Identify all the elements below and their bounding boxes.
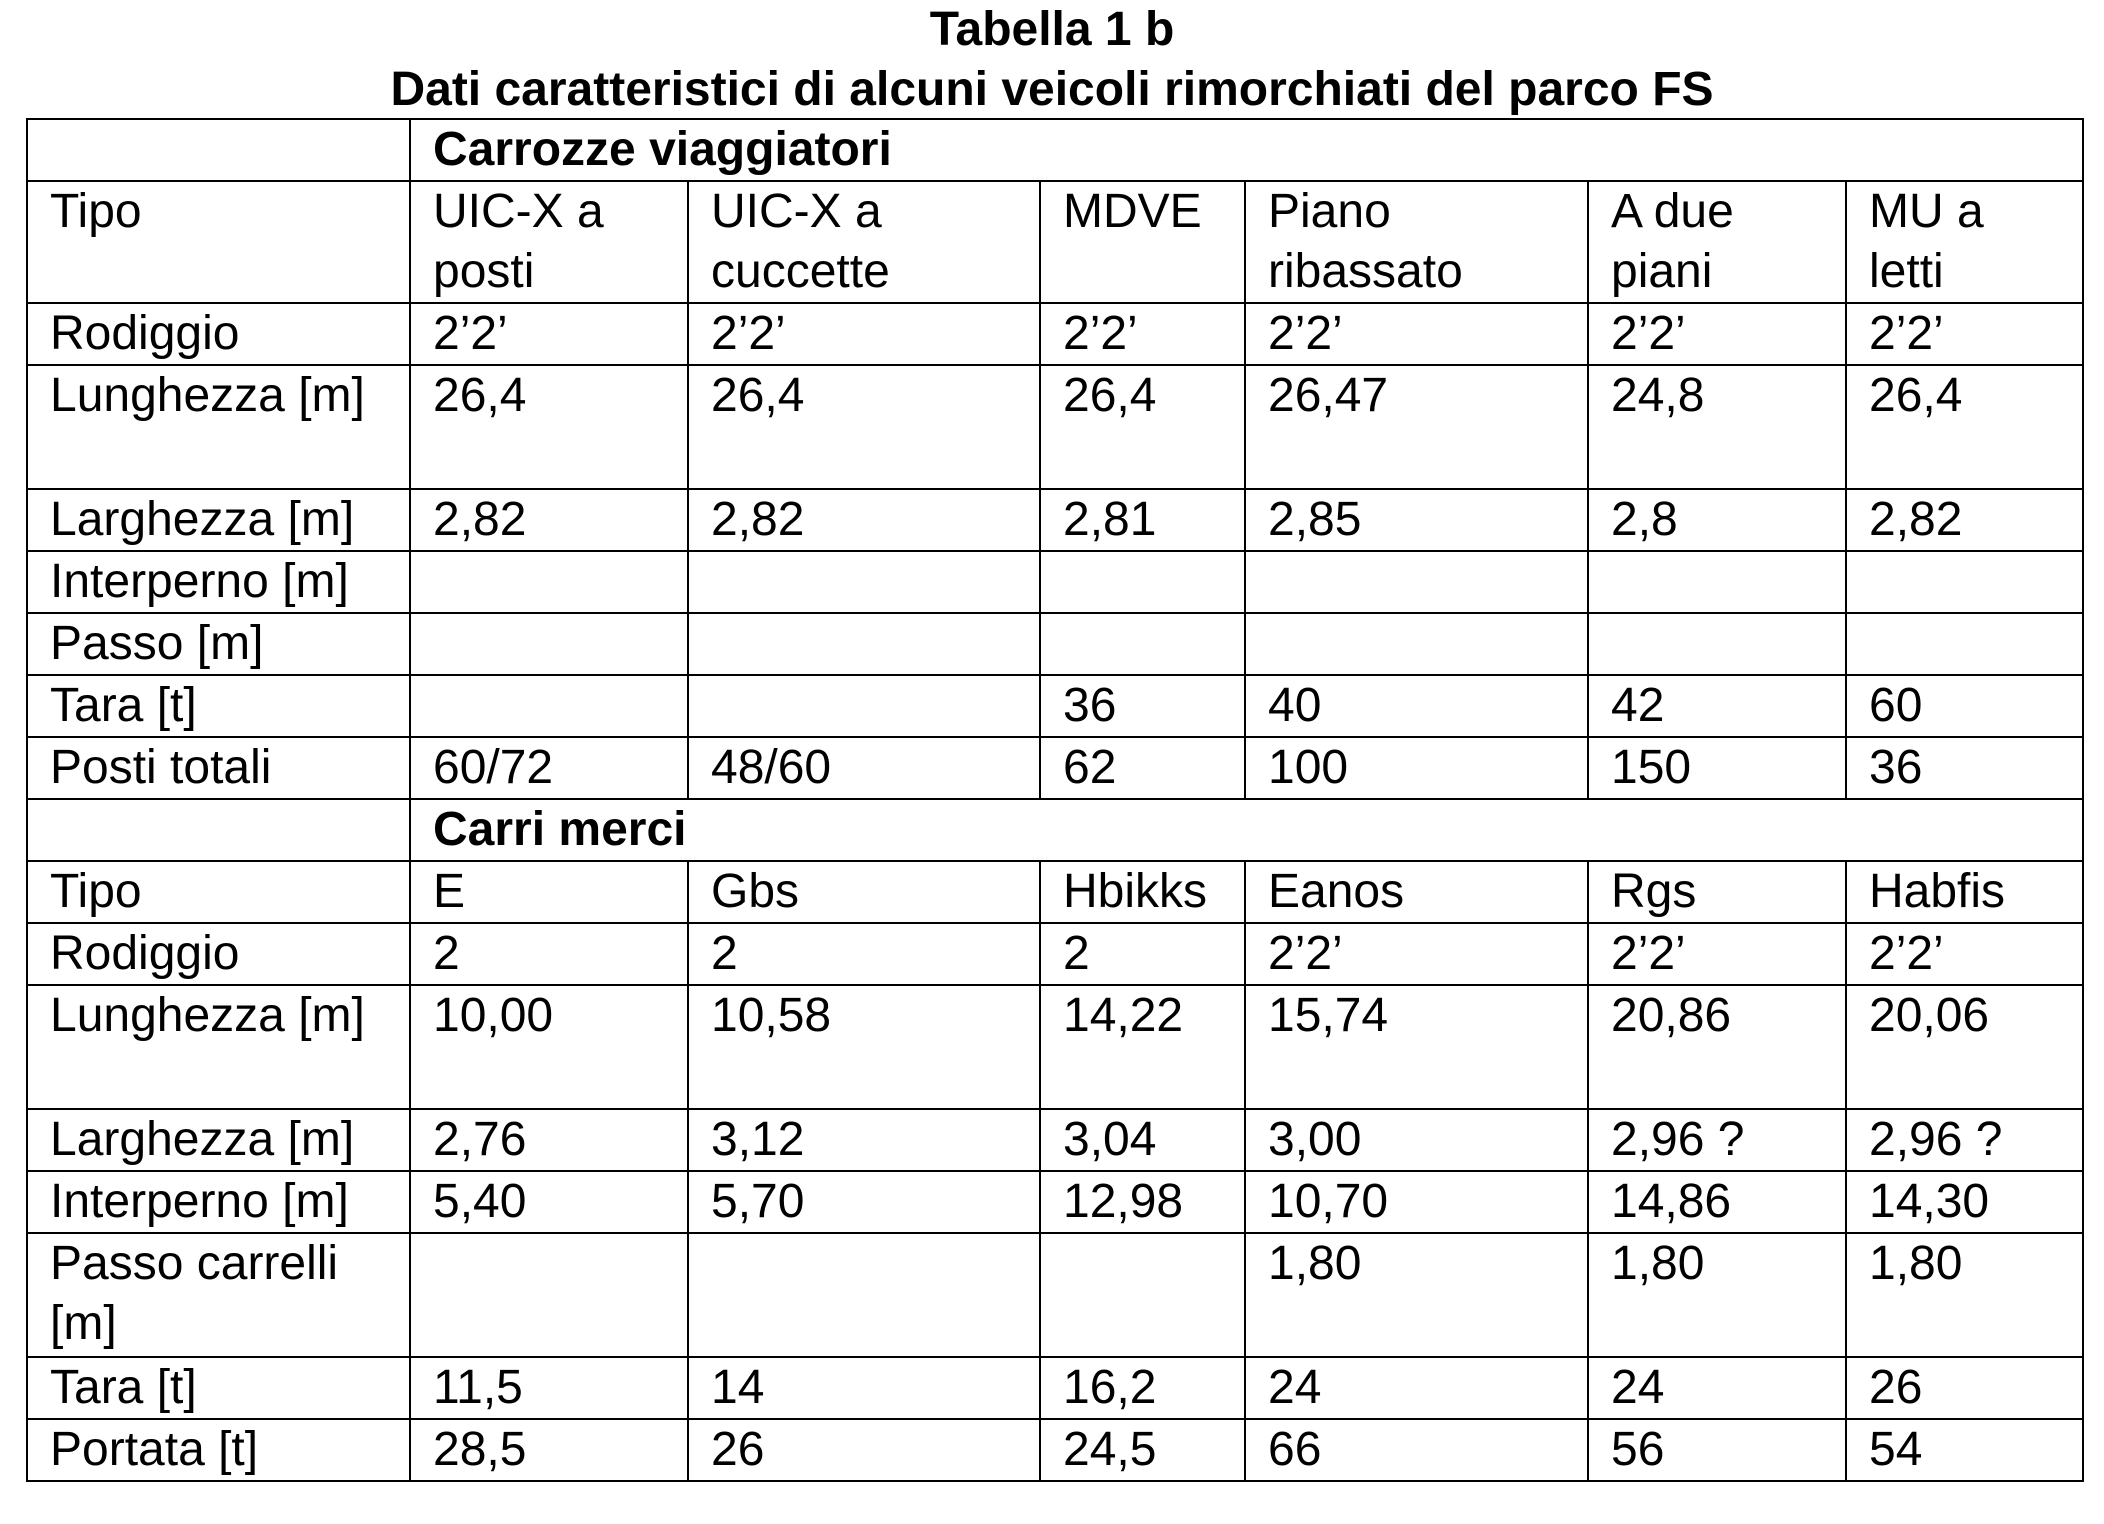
table-cell: 26,4: [688, 365, 1040, 489]
table-cell: E: [410, 861, 688, 923]
table-cell: 5,40: [410, 1171, 688, 1233]
section-header-row: [27, 119, 2083, 181]
table-cell: 3,12: [688, 1109, 1040, 1171]
table-cell: [688, 675, 1040, 737]
table-cell: UIC-X a posti: [410, 181, 688, 303]
table-cell: 14,86: [1588, 1171, 1846, 1233]
table-cell: [688, 613, 1040, 675]
table-cell: 2’2’: [1588, 303, 1846, 365]
table-cell: 24,5: [1040, 1419, 1245, 1481]
section-title: Carrozze viaggiatori: [410, 119, 2083, 181]
row-label: Tipo: [27, 181, 410, 303]
vehicle-data-table: [26, 118, 2084, 1482]
table-cell: 150: [1588, 737, 1846, 799]
table-cell: 2,82: [1846, 489, 2083, 551]
table-cell: 48/60: [688, 737, 1040, 799]
table-cell: 60/72: [410, 737, 688, 799]
table-cell: 3,04: [1040, 1109, 1245, 1171]
table-row: [27, 985, 2083, 1109]
table-cell: 16,2: [1040, 1357, 1245, 1419]
table-row: [27, 551, 2083, 613]
table-cell: 56: [1588, 1419, 1846, 1481]
empty-cell: [27, 119, 410, 181]
row-label: Interperno [m]: [27, 1171, 410, 1233]
table-cell: 2’2’: [688, 303, 1040, 365]
table-cell: 2,82: [410, 489, 688, 551]
table-cell: [1245, 613, 1588, 675]
table-cell: 2,76: [410, 1109, 688, 1171]
table-cell: [688, 1233, 1040, 1357]
table-cell: Piano ribassato: [1245, 181, 1588, 303]
table-cell: [1245, 551, 1588, 613]
table-cell: 20,06: [1846, 985, 2083, 1109]
table-cell: [1040, 1233, 1245, 1357]
table-cell: [410, 1233, 688, 1357]
table-row: [27, 1171, 2083, 1233]
row-label: Posti totali: [27, 737, 410, 799]
table-cell: A due piani: [1588, 181, 1846, 303]
table-cell: [410, 551, 688, 613]
table-cell: Habfis: [1846, 861, 2083, 923]
table-cell: Hbikks: [1040, 861, 1245, 923]
table-row: [27, 1233, 2083, 1357]
table-subtitle: Dati caratteristici di alcuni veicoli rimorchiati del parco FS: [390, 63, 1714, 116]
row-label: Rodiggio: [27, 303, 410, 365]
table-cell: 42: [1588, 675, 1846, 737]
row-label: Rodiggio: [27, 923, 410, 985]
table-title: Tabella 1 b: [929, 3, 1175, 56]
table-cell: 14,30: [1846, 1171, 2083, 1233]
table-cell: 2’2’: [1245, 303, 1588, 365]
table-cell: 2: [1040, 923, 1245, 985]
table-cell: 2,81: [1040, 489, 1245, 551]
row-label: Interperno [m]: [27, 551, 410, 613]
table-cell: 12,98: [1040, 1171, 1245, 1233]
table-cell: 1,80: [1245, 1233, 1588, 1357]
row-label: Lunghezza [m]: [27, 985, 410, 1109]
table-cell: 2’2’: [1040, 303, 1245, 365]
table-cell: 60: [1846, 675, 2083, 737]
table-cell: 36: [1846, 737, 2083, 799]
table-caption: [0, 0, 2104, 120]
table-row: [27, 675, 2083, 737]
table-row: [27, 1357, 2083, 1419]
table-row: [27, 923, 2083, 985]
table-cell: [1040, 551, 1245, 613]
table-cell: 26,4: [1040, 365, 1245, 489]
table-cell: 5,70: [688, 1171, 1040, 1233]
table-cell: 2,85: [1245, 489, 1588, 551]
table-cell: MDVE: [1040, 181, 1245, 303]
table-row: [27, 737, 2083, 799]
row-label: Lunghezza [m]: [27, 365, 410, 489]
table-cell: 14,22: [1040, 985, 1245, 1109]
table-cell: 10,00: [410, 985, 688, 1109]
table-cell: 40: [1245, 675, 1588, 737]
row-label: Larghezza [m]: [27, 1109, 410, 1171]
table-cell: [1846, 613, 2083, 675]
table-cell: [1588, 551, 1846, 613]
table-row: [27, 303, 2083, 365]
table-cell: 20,86: [1588, 985, 1846, 1109]
table-cell: 24,8: [1588, 365, 1846, 489]
table-cell: 2’2’: [1846, 303, 2083, 365]
table-cell: 3,00: [1245, 1109, 1588, 1171]
table-cell: 26: [1846, 1357, 2083, 1419]
row-label: Tara [t]: [27, 675, 410, 737]
table-cell: 100: [1245, 737, 1588, 799]
table-cell: [410, 675, 688, 737]
section-title: Carri merci: [410, 799, 2083, 861]
table-row: [27, 181, 2083, 303]
table-cell: Gbs: [688, 861, 1040, 923]
table-cell: 2,8: [1588, 489, 1846, 551]
table-cell: 11,5: [410, 1357, 688, 1419]
table-cell: 2,96 ?: [1588, 1109, 1846, 1171]
table-row: [27, 613, 2083, 675]
row-label: Passo carrelli [m]: [27, 1233, 410, 1357]
table-cell: 2: [688, 923, 1040, 985]
table-cell: 26,4: [410, 365, 688, 489]
table-cell: [1040, 613, 1245, 675]
table-cell: 10,70: [1245, 1171, 1588, 1233]
table-row: [27, 861, 2083, 923]
table-row: [27, 365, 2083, 489]
table-cell: 10,58: [688, 985, 1040, 1109]
table-cell: 1,80: [1588, 1233, 1846, 1357]
table-cell: 54: [1846, 1419, 2083, 1481]
table-cell: [410, 613, 688, 675]
table-cell: 2,82: [688, 489, 1040, 551]
table-cell: 15,74: [1245, 985, 1588, 1109]
table-cell: 26,4: [1846, 365, 2083, 489]
table-cell: 2’2’: [1588, 923, 1846, 985]
table-cell: 26,47: [1245, 365, 1588, 489]
table-cell: Rgs: [1588, 861, 1846, 923]
table-cell: [1588, 613, 1846, 675]
table-cell: 26: [688, 1419, 1040, 1481]
table-cell: [1846, 551, 2083, 613]
row-label: Larghezza [m]: [27, 489, 410, 551]
table-cell: UIC-X a cuccette: [688, 181, 1040, 303]
empty-cell: [27, 799, 410, 861]
table-cell: Eanos: [1245, 861, 1588, 923]
table-cell: 2’2’: [1846, 923, 2083, 985]
table-cell: 2,96 ?: [1846, 1109, 2083, 1171]
table-cell: 24: [1245, 1357, 1588, 1419]
table-cell: 2’2’: [410, 303, 688, 365]
table-cell: 1,80: [1846, 1233, 2083, 1357]
section-header-row: [27, 799, 2083, 861]
table-cell: 66: [1245, 1419, 1588, 1481]
table-cell: [688, 551, 1040, 613]
row-label: Tara [t]: [27, 1357, 410, 1419]
row-label: Tipo: [27, 861, 410, 923]
table-row: [27, 1109, 2083, 1171]
table-cell: 62: [1040, 737, 1245, 799]
table-cell: 2’2’: [1245, 923, 1588, 985]
table-cell: 24: [1588, 1357, 1846, 1419]
table-row: [27, 1419, 2083, 1481]
row-label: Portata [t]: [27, 1419, 410, 1481]
row-label: Passo [m]: [27, 613, 410, 675]
table-cell: 36: [1040, 675, 1245, 737]
table-cell: 2: [410, 923, 688, 985]
table-cell: 14: [688, 1357, 1040, 1419]
table-cell: MU a letti: [1846, 181, 2083, 303]
table-row: [27, 489, 2083, 551]
table-cell: 28,5: [410, 1419, 688, 1481]
